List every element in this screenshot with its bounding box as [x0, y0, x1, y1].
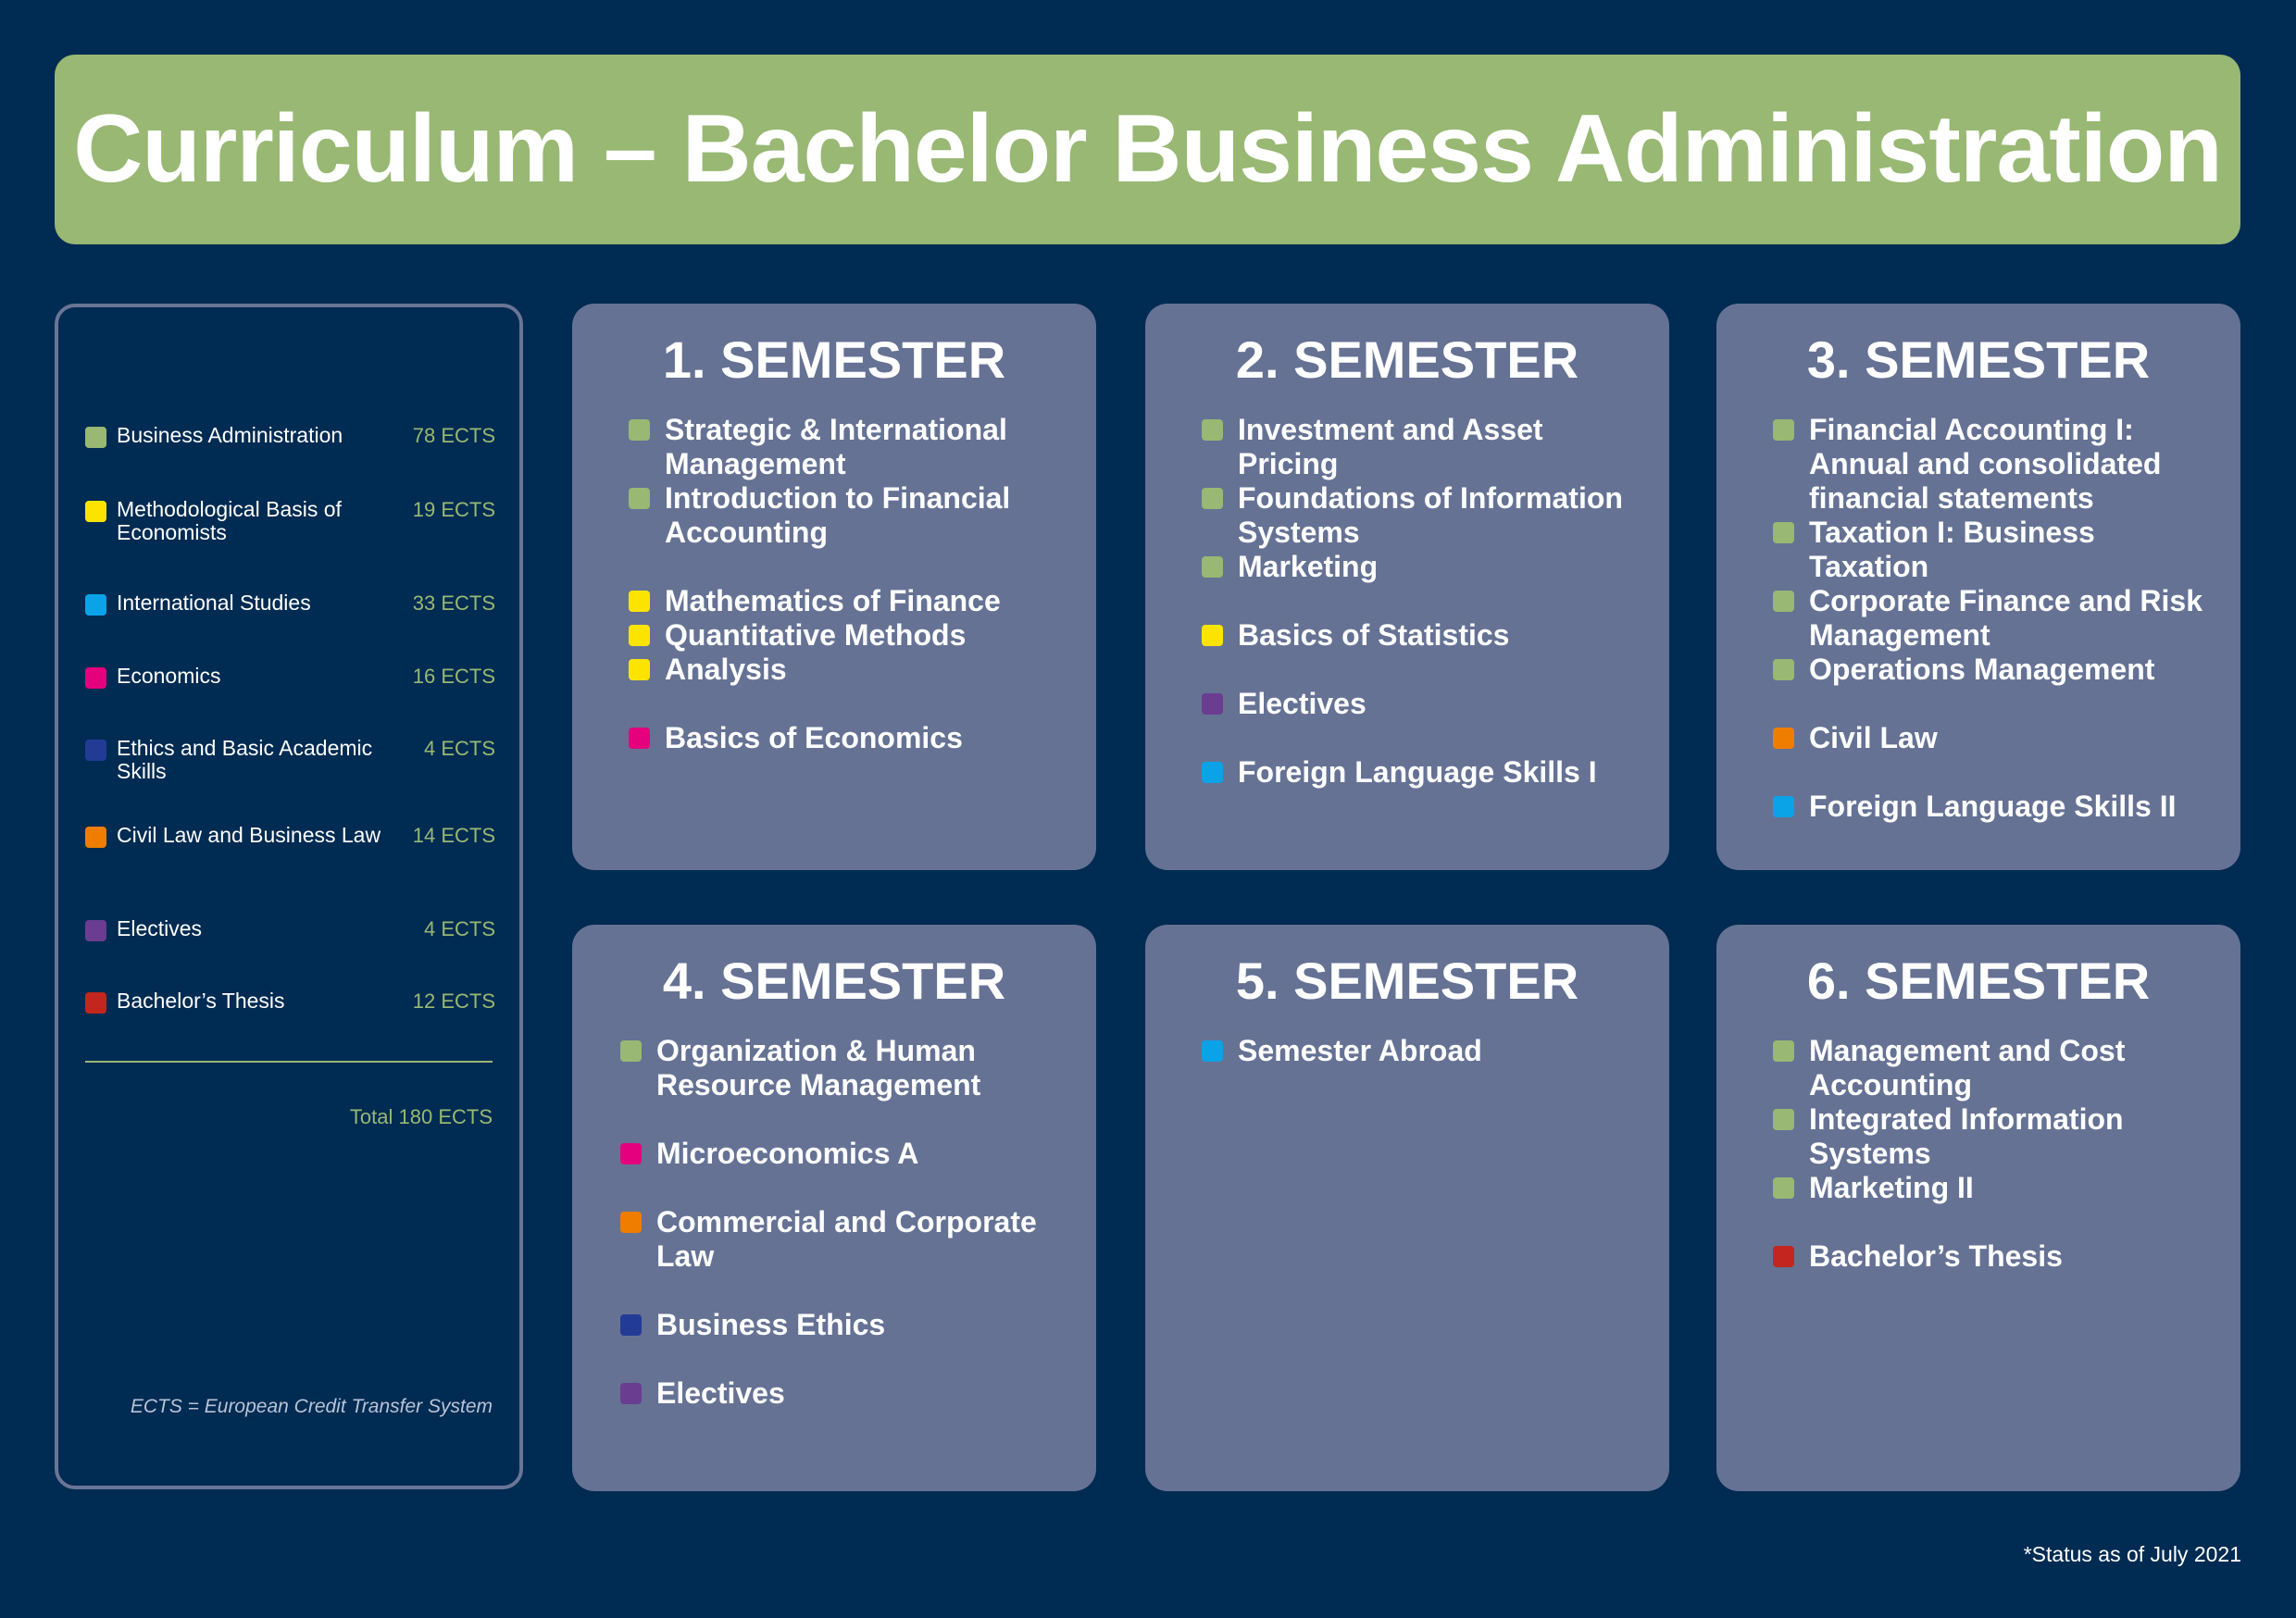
- legend-item: [85, 737, 495, 783]
- course-item: [1773, 790, 2222, 824]
- course-item: [1773, 721, 2222, 755]
- legend-total: Total 180 ECTS: [349, 1105, 493, 1128]
- legend-ects: 4 ECTS: [423, 917, 495, 940]
- course-category-swatch: [620, 1212, 642, 1233]
- course-category-swatch: [1202, 625, 1223, 646]
- semester-title: 5. SEMESTER: [1235, 952, 1579, 1010]
- legend-ects: 19 ECTS: [412, 498, 495, 521]
- course-item: [1202, 413, 1651, 481]
- legend-divider: [85, 1061, 493, 1063]
- semester-title: 3. SEMESTER: [1806, 330, 2151, 389]
- legend-swatch: [85, 427, 106, 448]
- course-name: Marketing II: [1809, 1171, 1974, 1204]
- course-category-swatch: [1202, 488, 1223, 509]
- course-name: Basics of Statistics: [1238, 618, 1510, 652]
- legend-label: Economics: [117, 664, 221, 688]
- course-item: [1202, 755, 1651, 790]
- legend-swatch: [85, 827, 106, 848]
- course-category-swatch: [1773, 728, 1794, 749]
- course-category-swatch: [620, 1040, 642, 1062]
- legend-item: [85, 498, 495, 544]
- semester-title: 6. SEMESTER: [1806, 952, 2151, 1010]
- legend-swatch: [85, 501, 106, 522]
- course-category-swatch: [1202, 762, 1223, 783]
- course-item: [629, 653, 1078, 687]
- legend-label: Electives: [117, 916, 203, 940]
- course-category-swatch: [1773, 1177, 1794, 1199]
- course-item: [1773, 1171, 2222, 1205]
- course-item: [620, 1376, 1078, 1411]
- semester-title: 1. SEMESTER: [662, 330, 1006, 389]
- course-name: Bachelor’s Thesis: [1809, 1239, 2063, 1273]
- course-category-swatch: [620, 1383, 642, 1404]
- course-item: [1773, 1102, 2222, 1171]
- course-category-swatch: [629, 419, 650, 441]
- course-item: [1202, 687, 1651, 721]
- course-category-swatch: [1773, 419, 1794, 441]
- course-item: [1773, 413, 2222, 516]
- course-item: [629, 481, 1078, 550]
- course-list: [1202, 1034, 1651, 1068]
- semester-card-1: [572, 304, 1096, 870]
- legend-label: International Studies: [117, 591, 311, 615]
- course-name: Civil Law: [1809, 721, 1938, 754]
- course-item: [1202, 550, 1651, 584]
- course-category-swatch: [620, 1143, 642, 1164]
- course-item: [629, 584, 1078, 618]
- page-title: Curriculum – Bachelor Business Administration: [73, 95, 2222, 203]
- legend-swatch: [85, 667, 106, 689]
- course-item: [620, 1205, 1078, 1274]
- semester-card-6: [1716, 925, 2240, 1491]
- legend-swatch: [85, 740, 106, 761]
- legend-item: [85, 917, 495, 941]
- legend-label: Ethics and Basic Academic Skills: [117, 736, 373, 783]
- course-item: [620, 1034, 1078, 1102]
- course-name: Electives: [1238, 687, 1366, 720]
- course-category-swatch: [1202, 419, 1223, 441]
- course-category-swatch: [1773, 591, 1794, 612]
- legend-swatch: [85, 594, 106, 616]
- course-item: [1202, 481, 1651, 550]
- course-name: Business Ethics: [656, 1308, 886, 1341]
- course-name: Mathematics of Finance: [665, 584, 1001, 617]
- course-name: Taxation I: Business Taxation: [1809, 516, 2095, 583]
- course-name: Microeconomics A: [656, 1137, 919, 1170]
- legend-ects: 16 ECTS: [412, 665, 495, 688]
- legend-ects: 78 ECTS: [412, 424, 495, 447]
- semester-title: 2. SEMESTER: [1235, 330, 1579, 389]
- legend-note: ECTS = European Credit Transfer System: [130, 1396, 493, 1417]
- legend-item: [85, 591, 495, 616]
- course-name: Foundations of Information Systems: [1238, 481, 1623, 549]
- course-category-swatch: [629, 625, 650, 646]
- legend-ects: 4 ECTS: [423, 737, 495, 760]
- course-name: Investment and Asset Pricing: [1238, 413, 1543, 480]
- course-item: [629, 618, 1078, 653]
- legend-ects: 33 ECTS: [412, 591, 495, 615]
- legend-label: Bachelor’s Thesis: [117, 989, 285, 1013]
- course-list: [620, 1034, 1078, 1411]
- course-item: [1773, 1034, 2222, 1102]
- course-name: Integrated Information Systems: [1809, 1102, 2124, 1170]
- semester-card-5: [1145, 925, 1669, 1491]
- course-name: Management and Cost Accounting: [1809, 1034, 2126, 1101]
- semester-card-3: [1716, 304, 2240, 870]
- legend-label: Business Administration: [117, 423, 343, 447]
- legend-item: [85, 824, 495, 848]
- course-name: Foreign Language Skills II: [1809, 790, 2177, 823]
- title-banner: [55, 55, 2240, 244]
- course-name: Marketing: [1238, 550, 1379, 583]
- course-list: [1773, 1034, 2222, 1274]
- legend-label: Methodological Basis of Economists: [117, 497, 342, 544]
- course-category-swatch: [1773, 1109, 1794, 1130]
- course-name: Corporate Finance and Risk Management: [1809, 584, 2202, 652]
- course-name: Electives: [656, 1376, 785, 1410]
- legend-ects: 12 ECTS: [412, 989, 495, 1013]
- legend-ects: 14 ECTS: [412, 824, 495, 847]
- course-item: [629, 721, 1078, 755]
- legend-label: Civil Law and Business Law: [117, 823, 381, 847]
- course-list: [1202, 413, 1651, 790]
- course-name: Basics of Economics: [665, 721, 963, 754]
- legend-panel: [55, 304, 523, 1489]
- course-name: Organization & Human Resource Management: [656, 1034, 981, 1101]
- course-category-swatch: [1773, 796, 1794, 817]
- status-note: *Status as of July 2021: [2023, 1542, 2241, 1566]
- course-category-swatch: [1202, 693, 1223, 715]
- course-category-swatch: [1202, 1040, 1223, 1062]
- course-item: [1202, 618, 1651, 653]
- course-name: Analysis: [665, 653, 787, 686]
- course-category-swatch: [1773, 1040, 1794, 1062]
- semester-card-2: [1145, 304, 1669, 870]
- course-category-swatch: [1773, 659, 1794, 680]
- legend-item: [85, 665, 495, 689]
- course-category-swatch: [1202, 556, 1223, 578]
- legend-swatch: [85, 992, 106, 1014]
- semester-card-4: [572, 925, 1096, 1491]
- course-item: [1773, 516, 2222, 584]
- course-category-swatch: [1773, 522, 1794, 543]
- course-item: [620, 1137, 1078, 1171]
- semester-title: 4. SEMESTER: [662, 952, 1006, 1010]
- course-name: Quantitative Methods: [665, 618, 967, 652]
- course-item: [1773, 1239, 2222, 1274]
- course-name: Financial Accounting I: Annual and consolidated financial statements: [1809, 413, 2162, 515]
- course-list: [1773, 413, 2222, 824]
- course-name: Strategic & International Management: [665, 413, 1007, 480]
- legend-item: [85, 424, 495, 448]
- course-name: Commercial and Corporate Law: [656, 1205, 1037, 1273]
- legend-swatch: [85, 920, 106, 941]
- course-name: Semester Abroad: [1238, 1034, 1482, 1067]
- course-category-swatch: [629, 659, 650, 680]
- course-category-swatch: [629, 728, 650, 749]
- course-list: [629, 413, 1078, 755]
- course-category-swatch: [620, 1314, 642, 1336]
- course-item: [1773, 584, 2222, 653]
- course-name: Operations Management: [1809, 653, 2155, 686]
- course-item: [1202, 1034, 1651, 1068]
- course-item: [1773, 653, 2222, 687]
- course-item: [620, 1308, 1078, 1342]
- course-category-swatch: [629, 488, 650, 509]
- legend-item: [85, 989, 495, 1014]
- course-name: Foreign Language Skills I: [1238, 755, 1597, 789]
- course-category-swatch: [1773, 1246, 1794, 1267]
- course-name: Introduction to Financial Accounting: [665, 481, 1011, 549]
- course-item: [629, 413, 1078, 481]
- course-category-swatch: [629, 591, 650, 612]
